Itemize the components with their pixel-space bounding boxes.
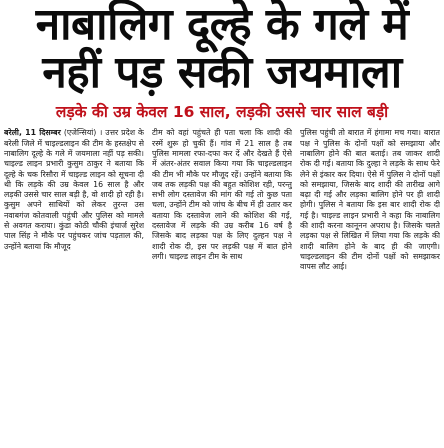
article-column-3 <box>300 128 440 390</box>
article-body <box>0 128 444 390</box>
headline <box>0 0 444 99</box>
article-text: (एजेन्सियां) । उत्तर प्रदेश के बरेली जिले में चाइल्डलाइन की टीम के हस्तक्षेप से नाबालिग दूल्हे के गले में जयमाला नहीं पड़ सकी। चाइल्ड लाइन प्रभारी कुसुम ठाकुर ने बताया कि दूल्हे के चक रिसौरा में चाइल्ड लाइन को सूचना दी थी कि लड़के की उम्र केवल 16 साल है और लड़की उससे चार साल बड़ी है, वो शादी हो रही है। कुसुम अपने साथियों को लेकर तुरन्त उस नवाबगंज कोतवाली पहुंची और पुलिस को मामले से अवगत कराया। कुंडा कोठी चौकी इंचार्ज सुरेश पाल सिंह ने मौके पर पहुंचकर जांच पड़ताल की, उन्होंने बताया कि मौजूद <box>4 128 144 251</box>
article-text: पुलिस पहुंची तो बारात में हंगामा मच गया। बारात पक्ष ने पुलिस के दोनों पक्षों को समझाया और नाबालिग होने की बात बताई। तब जाकर शादी रोक दी गई। बताया कि दुल्हा ने लड़के के साथ फेरे लेने से इंकार कर दिया। ऐसे में पुलिस ने दोनों पक्षों को समझाया, जिसके बाद शादी की तारीख आगे बढ़ा दी गई और लड़का बालिग होने पर ही शादी होगी। पुलिस ने बताया कि इस बार शादी रोक दी गई है। चाइल्ड लाइन प्रभारी ने कहा कि नाबालिग की शादी करना कानूनन अपराध है। जिसके चलते लड़का पक्ष से लिखित में लिया गया कि लड़के की शादी बालिग होने के बाद ही की जाएगी। चाइल्डलाइन की टीम दोनों पक्षों को समझाकर वापस लौट आई। <box>300 128 440 272</box>
article-text: टीम को वहां पहुंचते ही पता चला कि शादी की रस्में शुरू हो चुकी हैं। गांव में 21 साल है तब पुलिस मामला रफा-दफा कर दें और देखते हैं ऐसे में अंतर-अंतर सवाल किया गया कि चाइल्डलाइन की टीम भी मौके पर मौजूद रहें। उन्होंने बताया कि जब तक लड़की पक्ष की बहुत कोशिश रही, परन्तु सभी लोग दस्तावेज की मांग की गई तो कुछ पता चला, उन्होंने टीम को जांच के बीच में ही उतार कर बताया कि दस्तावेज लाने की कोशिश की गई, दस्तावेज में लड़के की उम्र करीब 16 वर्ष है जिसके बाद लड़का पक्ष के लिए दुल्हन पक्ष ने शादी रोक दी, इस पर लड़की पक्ष में बात होने लगी। चाइल्ड लाइन टीम के साथ <box>152 128 292 261</box>
subheadline: लड़के की उम्र केवल 16 साल, लड़की उससे चार साल बड़ी <box>55 103 389 122</box>
headline-line-1: नाबालिग दूल्हे के गले में <box>35 0 409 50</box>
article-column-2 <box>152 128 292 390</box>
dateline: बरेली, 11 दिसम्बर <box>4 128 61 138</box>
headline-line-2: नहीं पड़ सकी जयमाला <box>42 47 402 99</box>
article-paragraph <box>4 128 144 252</box>
article-column-1 <box>4 128 144 390</box>
